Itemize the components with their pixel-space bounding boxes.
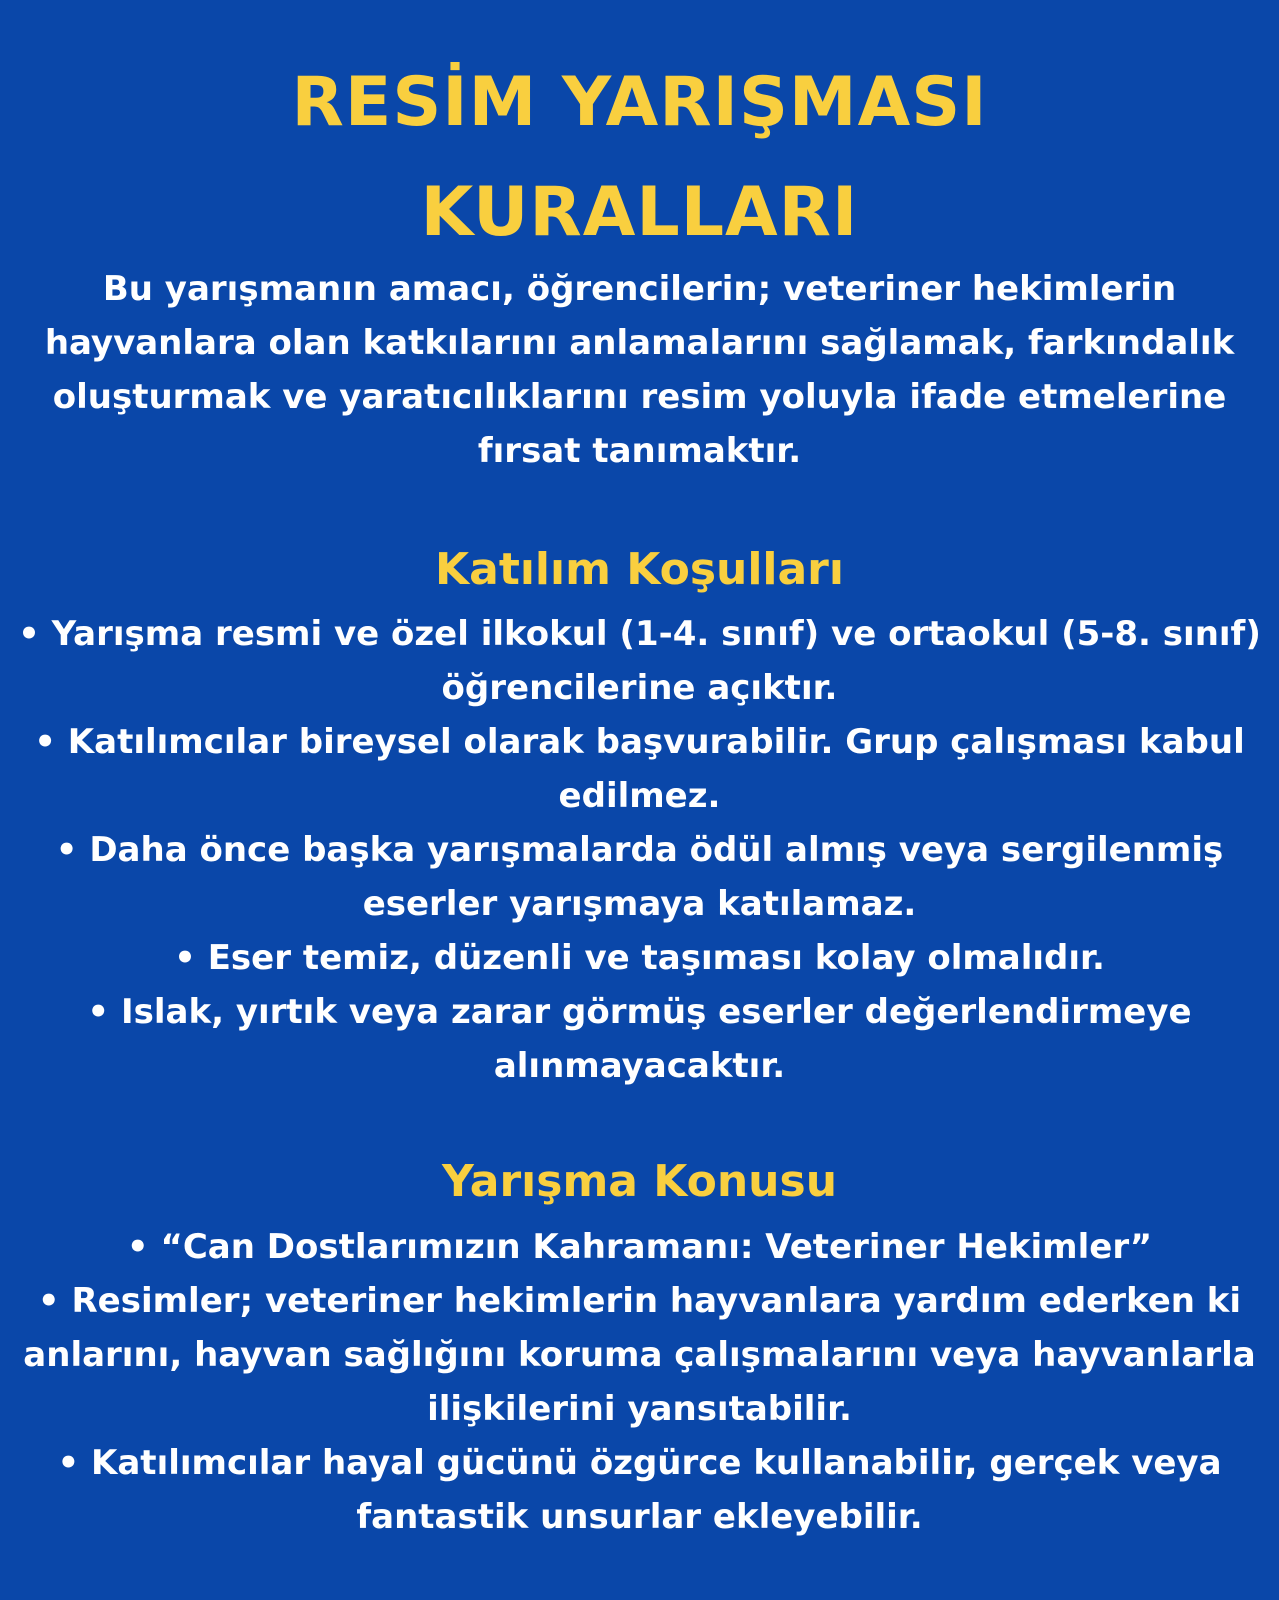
topic-list [10,1220,1269,1544]
intro-paragraph: Bu yarışmanın amacı, öğrencilerin; veteriner hekimlerin hayvanlara olan katkılarını anlamalarını sağlamak, farkındalık oluşturmak ve yaratıcılıklarını resim yoluyla ifade etmelerine fırsat tanımaktır. [44,269,1235,471]
list-item: • Eser temiz, düzenli ve taşıması kolay olmalıdır. [174,938,1105,978]
participation-heading: Katılım Koşulları [435,544,844,595]
list-item: • “Can Dostlarımızın Kahramanı: Veteriner Hekimler” [126,1227,1153,1267]
list-item: • Yarışma resmi ve özel ilkokul (1-4. sınıf) ve ortaokul (5-8. sınıf) öğrencilerine açıktır. [18,614,1261,708]
list-item: • Katılımcılar bireysel olarak başvurabilir. Grup çalışması kabul edilmez. [34,722,1245,816]
list-item: • Resimler; veteriner hekimlerin hayvanlara yardım ederken ki anlarını, hayvan sağlığını koruma çalışmalarını veya hayvanlarla ilişkilerini yansıtabilir. [23,1281,1256,1429]
page-title-line-1: RESİM YARIŞMASI [291,63,988,142]
list-item: • Daha önce başka yarışmalarda ödül almış veya sergilenmiş eserler yarışmaya katılamaz. [55,830,1224,924]
list-item: • Islak, yırtık veya zarar görmüş eserler değerlendirmeye alınmayacaktır. [87,992,1192,1086]
page-title [0,48,1279,268]
page-title-line-2: KURALLARI [420,173,859,252]
participation-list [10,607,1269,1093]
topic-heading: Yarışma Konusu [441,1156,838,1207]
list-item: • Katılımcılar hayal gücünü özgürce kullanabilir, gerçek veya fantastik unsurlar ekleyebilir. [57,1443,1222,1537]
